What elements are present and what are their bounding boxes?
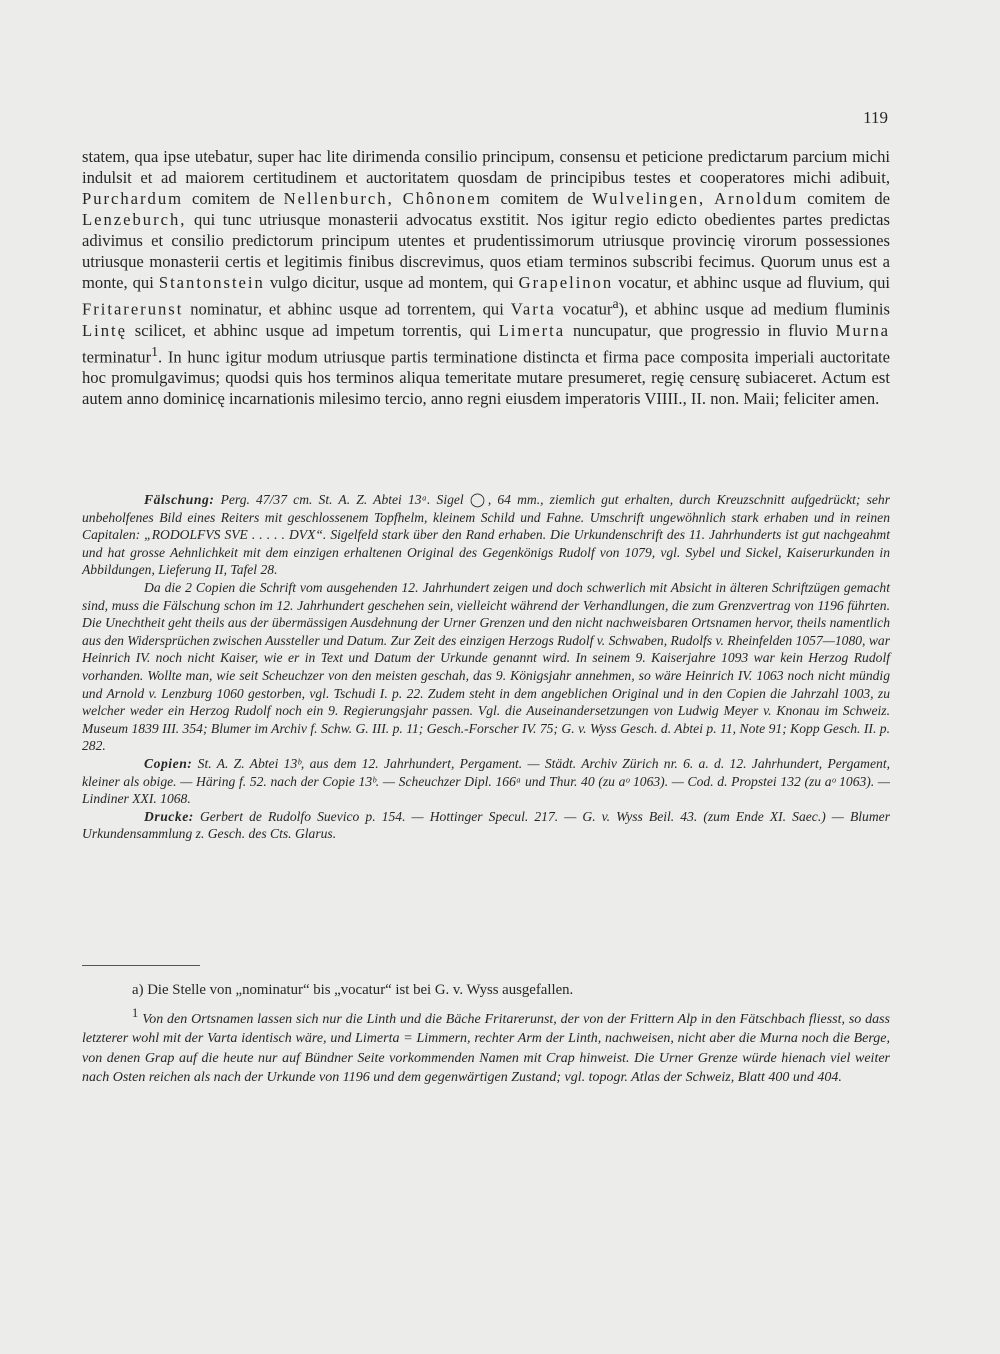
footnote-ref-1: 1 (151, 343, 159, 359)
place-name: Nellenburch, (283, 189, 394, 208)
place-name: Fritarerunst (82, 299, 184, 319)
footnote-text: Von den Ortsnamen lassen sich nur die Linth und die Bäche Fritarerunst, der von der Frittern Alp in den Fätschbach fliesst, so dass letzterer wohl mit der Varta identisch wäre, und Limerta = Limmern, rechter Arm der Linth, nachweisen, nicht aber die Murna noch die Berge, von denen Grap auf die heute nur auf Bündner Seite vorkommenden Namen mit Crap hinweist. Die Urner Grenze würde hienach viel weiter nach Osten reichen als nach der Urkunde von 1196 und dem gegenwärtigen Zustand; vgl. topogr. Atlas der Schweiz, Blatt 400 und 404. (82, 1011, 891, 1086)
drucke-text: Gerbert de Rudolfo Suevico p. 154. — Hottinger Specul. 217. — G. v. Wyss Beil. 43. (zum Ende XI. Saec.) — Blumer Urkundensammlung z. Gesch. des Cts. Glarus. (82, 808, 890, 842)
person-name: Arnoldum (714, 189, 799, 208)
footnote-a (82, 981, 890, 1000)
page-number: 119 (863, 108, 888, 127)
text-segment: comitem de (500, 189, 584, 208)
editorial-notes (82, 491, 890, 843)
place-name: Lenzeburch, (82, 210, 187, 229)
footnotes (82, 981, 890, 1092)
footnote-ref-a: a (612, 296, 619, 311)
text-segment: nuncupatur, que progressio in fluvio (572, 320, 828, 340)
place-name: Limerta (498, 320, 566, 340)
text-segment: statem, qua ipse utebatur, super hac lite dirimenda consilio principum, consensu et peticione predictarum parcium michi indulsit et ad maiorem certitudinem et auctoritatem quosdam de principibus testes et cooperatores michi adibuit, (82, 147, 890, 187)
text-segment: . In hunc igitur modum utriusque partis terminatione distincta et firma pace composita imperiali auctoritate hoc promulgavimus; quodsi quis hos terminos aliqua temeritate mutare presumeret, regię censurę subiaceret. Actum est autem anno dominicę incarnationis milesimo tercio, anno regni eiusdem imperatoris VIIII., II. non. Maii; feliciter amen. (82, 347, 890, 409)
text-segment: ), et abhinc usque ad medium fluminis (618, 299, 890, 319)
commentary-note: Da die 2 Copien die Schrift vom ausgehenden 12. Jahrhundert zeigen und doch schwerlich mit Absicht in älteren Schriftzügen gemacht sind, muss die Fälschung schon im 12. Jahrhundert geschehen sein, vielleicht während der Verhandlungen, die zum Grenzvertrag von 1196 führten. Die Unechtheit geht theils aus der übermässigen Ausdehnung der Urner Grenzen und den nicht nachweisbaren Ortsnamen hervor, theils namentlich aus den Widersprüchen zwischen Aussteller und Datum. Zur Zeit des einzigen Herzogs Rudolf v. Schwaben, Rudolfs v. Rheinfelden 1057—1080, war Heinrich IV. noch nicht Kaiser, wie er in Text und Datum der Urkunde genannt wird. In seinem 9. Kaiserjahre 1093 war kein Herzog Rudolf vorhanden. Wollte man, wie seit Scheuchzer von den meisten geschah, das 9. Königsjahr annehmen, so wäre Heinrich IV. 1063 noch nicht mündig und Arnold v. Lenzburg 1060 gestorben, vgl. Tschudi I. p. 22. Zudem steht in dem angeblichen Original und in den Copien die Jahrzahl 1003, zu welcher weder ein Herzog Rudolf noch ein 9. Regierungsjahr passen. Vgl. die Auseinandersetzungen von Ludwig Meyer v. Knonau im Schweiz. Museum 1839 III. 354; Blumer im Archiv f. Schw. G. III. p. 11; Gesch.-Forscher IV. 75; G. v. Wyss Gesch. d. Abtei p. 11, Note 91; Kopp Gesch. II. p. 282. (82, 579, 891, 754)
copien-label: Copien: (144, 755, 193, 771)
footnote-divider (82, 965, 200, 966)
footnote-marker: 1 (132, 1005, 139, 1020)
copien-note (82, 755, 890, 808)
place-name: Lintę (82, 320, 127, 340)
text-segment: vocatur, et abhinc usque ad fluvium, qui (618, 273, 890, 292)
text-segment: nominatur, et abhinc usque ad torrentem, qui (190, 299, 504, 319)
drucke-label: Drucke: (144, 808, 194, 824)
place-name: Stantonstein (158, 273, 265, 292)
person-name: Purchardum (82, 189, 184, 208)
text-segment: scilicet, et abhinc usque ad impetum torrentis, qui (134, 320, 491, 340)
copien-text: St. A. Z. Abtei 13ᵇ, aus dem 12. Jahrhundert, Pergament. — Städt. Archiv Zürich nr. 6. a. d. 12. Jahrhundert, Pergament, kleiner als obige. — Häring f. 52. nach der Copie 13ᵇ. — Scheuchzer Dipl. 166ᵃ und Thur. 40 (zu aᵒ 1063). — Cod. d. Propstei 132 (zu aᵒ 1063). — Lindiner XXI. 1068. (82, 755, 890, 807)
place-name: Grapelinon (518, 273, 614, 292)
place-name: Varta (510, 299, 556, 319)
falschung-note (82, 491, 890, 579)
place-name: Wulvelingen, (592, 189, 706, 208)
footnote-1 (82, 1004, 890, 1088)
charter-text (82, 146, 890, 409)
footnote-text: Die Stelle von „nominatur“ bis „vocatur“ ist bei G. v. Wyss ausgefallen. (147, 982, 574, 998)
footnote-marker: a) (132, 982, 144, 998)
place-name: Murna (835, 320, 890, 340)
text-segment: comitem de (807, 189, 890, 208)
drucke-note (82, 808, 890, 843)
text-segment: terminatur (82, 347, 152, 367)
text-segment: vocatur (562, 299, 613, 319)
charter-paragraph (82, 146, 890, 409)
text-segment: comitem de (192, 189, 275, 208)
falschung-label: Fälschung: (144, 492, 215, 507)
falschung-text: Perg. 47/37 cm. St. A. Z. Abtei 13ᵃ. Sigel ◯, 64 mm., ziemlich gut erhalten, durch Kreuzschnitt aufgedrückt; sehr unbeholfenes Bild eines Reiters mit geschlossenem Topfhelm, kleinem Schild und Fahne. Umschrift ungewöhnlich stark erhaben und in reinen Capitalen: „RODOLFVS SVE . . . . . DVX“. Sigelfeld stark über den Rand erhaben. Die Urkundenschrift des 11. Jahrhunderts ist gut nachgeahmt und hat grosse Aehnlichkeit mit dem einzigen erhaltenen Original des Gegenkönigs Rudolf von 1079, vgl. Sybel und Sickel, Kaiserurkunden in Abbildungen, Lieferung II, Tafel 28. (82, 492, 890, 578)
text-segment: qui tunc utriusque monasterii advocatus exstitit. Nos igitur regio edicto obedientes partes predictas adivimus et consilio predictorum principum utentes et prudentissimorum utriusque provincię virorum possessiones utriusque monasterii certis et legitimis finibus discrevimus, quos etiam terminos subscribi fecimus. Quorum unus est a monte, qui (82, 210, 890, 292)
person-name: Chônonem (402, 189, 492, 208)
text-segment: vulgo dicitur, usque ad montem, qui (269, 273, 514, 292)
